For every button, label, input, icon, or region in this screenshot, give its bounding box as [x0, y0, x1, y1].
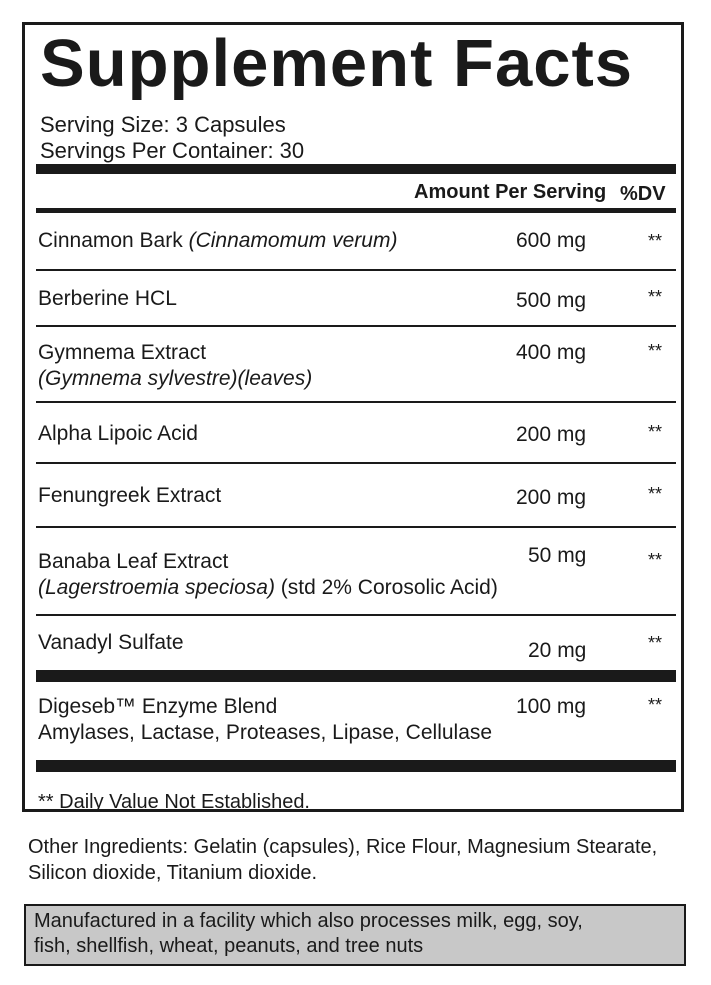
row-divider — [36, 462, 676, 464]
other-ingredients-line-1: Other Ingredients: Gelatin (capsules), Rice Flour, Magnesium Stearate, — [28, 836, 658, 858]
ingredient-amount: 50 mg — [528, 544, 587, 567]
ingredient-name: Berberine HCL — [38, 287, 177, 310]
ingredient-dv: ** — [648, 695, 663, 715]
ingredient-dv: ** — [648, 633, 663, 653]
row-divider — [36, 325, 676, 327]
row-divider — [36, 401, 676, 403]
ingredient-amount: 200 mg — [516, 486, 587, 509]
ingredient-name: Fenungreek Extract — [38, 484, 222, 507]
amount-per-serving-header: Amount Per Serving — [414, 181, 607, 203]
ingredient-name: Vanadyl Sulfate — [38, 631, 184, 654]
ingredient-subtitle: Amylases, Lactase, Proteases, Lipase, Cellulase — [38, 721, 493, 744]
ingredient-name: Digeseb™ Enzyme Blend — [38, 695, 278, 718]
medium-divider — [36, 208, 676, 213]
ingredient-amount: 600 mg — [516, 229, 587, 252]
ingredient-amount: 200 mg — [516, 423, 587, 446]
ingredient-subtitle: (Gymnema sylvestre)(leaves) — [38, 367, 313, 390]
ingredient-name: Banaba Leaf Extract — [38, 550, 229, 573]
other-ingredients-line-2: Silicon dioxide, Titanium dioxide. — [28, 862, 318, 884]
ingredient-dv: ** — [648, 287, 663, 307]
ingredient-name: Gymnema Extract — [38, 341, 207, 364]
ingredient-dv: ** — [648, 231, 663, 251]
ingredient-dv: ** — [648, 550, 663, 570]
allergen-line-1: Manufactured in a facility which also processes milk, egg, soy, — [34, 910, 583, 932]
row-divider — [36, 269, 676, 271]
dv-header: %DV — [620, 183, 666, 205]
daily-value-footnote: ** Daily Value Not Established. — [38, 791, 310, 813]
ingredient-name: Cinnamon Bark (Cinnamomum verum) — [38, 229, 398, 252]
serving-size: Serving Size: 3 Capsules — [40, 112, 286, 137]
row-divider — [36, 614, 676, 616]
ingredient-subtitle: (Lagerstroemia speciosa) (std 2% Corosolic Acid) — [38, 576, 498, 599]
allergen-line-2: fish, shellfish, wheat, peanuts, and tree nuts — [34, 935, 424, 957]
ingredient-amount: 20 mg — [528, 639, 587, 662]
ingredient-amount: 100 mg — [516, 695, 587, 718]
panel-title: Supplement Facts — [40, 26, 634, 101]
allergen-statement — [24, 904, 686, 966]
ingredient-dv: ** — [648, 484, 663, 504]
ingredient-name: Alpha Lipoic Acid — [38, 422, 198, 445]
row-divider — [36, 526, 676, 528]
thick-divider — [36, 670, 676, 682]
servings-per-container: Servings Per Container: 30 — [40, 138, 305, 163]
ingredient-amount: 400 mg — [516, 341, 587, 364]
thick-divider — [36, 164, 676, 174]
thick-divider — [36, 760, 676, 772]
ingredient-amount: 500 mg — [516, 289, 587, 312]
ingredient-dv: ** — [648, 341, 663, 361]
ingredient-dv: ** — [648, 422, 663, 442]
